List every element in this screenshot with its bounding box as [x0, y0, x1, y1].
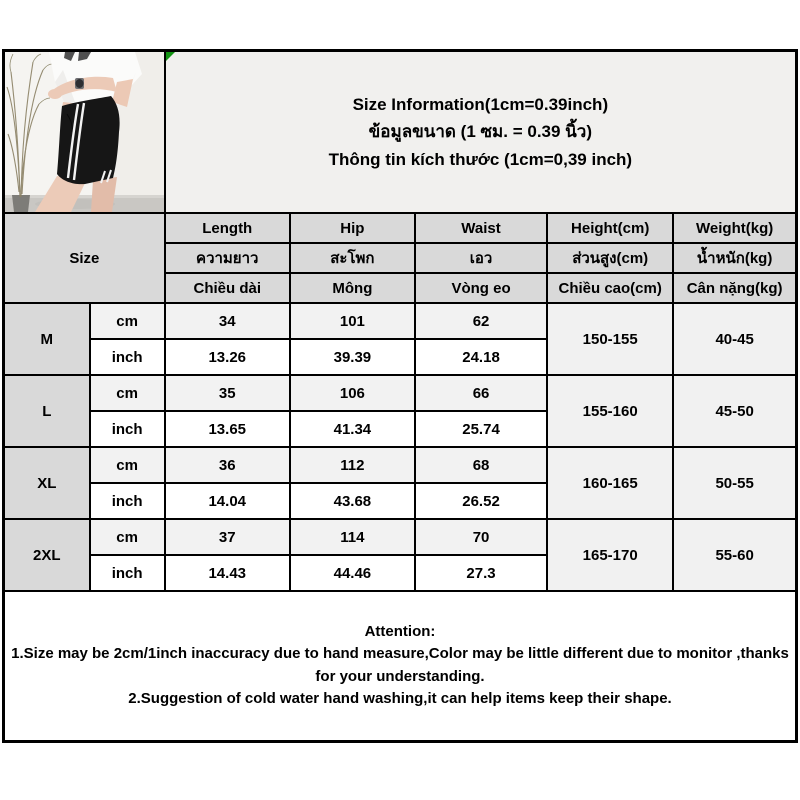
2xl-length-inch: 14.43 — [165, 555, 290, 591]
product-photo-illustration — [5, 52, 165, 212]
unit-inch: inch — [90, 483, 165, 519]
col-header-weight-en: Weight(kg) — [673, 213, 796, 243]
2xl-waist-cm: 70 — [415, 519, 547, 555]
2xl-waist-inch: 27.3 — [415, 555, 547, 591]
col-header-height-th: ส่วนสูง(cm) — [547, 243, 673, 273]
l-weight-range: 45-50 — [673, 375, 796, 447]
cell-corner-marker-icon — [166, 52, 175, 61]
size-label-xl: XL — [4, 447, 90, 519]
l-height-range: 155-160 — [547, 375, 673, 447]
table-row — [4, 303, 797, 339]
attention-note — [4, 591, 797, 741]
col-header-waist-vi: Vòng eo — [415, 273, 547, 303]
size-label-l: L — [4, 375, 90, 447]
2xl-hip-inch: 44.46 — [290, 555, 415, 591]
l-waist-inch: 25.74 — [415, 411, 547, 447]
l-length-cm: 35 — [165, 375, 290, 411]
l-length-inch: 13.65 — [165, 411, 290, 447]
col-header-hip-en: Hip — [290, 213, 415, 243]
xl-length-inch: 14.04 — [165, 483, 290, 519]
col-header-height-en: Height(cm) — [547, 213, 673, 243]
unit-inch: inch — [90, 411, 165, 447]
xl-hip-cm: 112 — [290, 447, 415, 483]
m-weight-range: 40-45 — [673, 303, 796, 375]
size-label-2xl: 2XL — [4, 519, 90, 591]
2xl-hip-cm: 114 — [290, 519, 415, 555]
col-header-length-vi: Chiều dài — [165, 273, 290, 303]
watch-face — [76, 79, 84, 88]
unit-cm: cm — [90, 519, 165, 555]
col-header-waist-th: เอว — [415, 243, 547, 273]
unit-cm: cm — [90, 303, 165, 339]
unit-cm: cm — [90, 375, 165, 411]
col-header-weight-vi: Cân nặng(kg) — [673, 273, 796, 303]
2xl-length-cm: 37 — [165, 519, 290, 555]
unit-cm: cm — [90, 447, 165, 483]
plant-pot — [12, 195, 30, 212]
product-photo — [4, 51, 165, 214]
m-hip-cm: 101 — [290, 303, 415, 339]
attention-line-2: 2.Suggestion of cold water hand washing,it can help items keep their shape. — [128, 690, 672, 708]
xl-length-cm: 36 — [165, 447, 290, 483]
col-header-height-vi: Chiều cao(cm) — [547, 273, 673, 303]
title-cell — [165, 51, 797, 214]
title-vietnamese: Thông tin kích thước (1cm=0,39 inch) — [328, 149, 633, 169]
size-label-m: M — [4, 303, 90, 375]
m-length-cm: 34 — [165, 303, 290, 339]
unit-inch: inch — [90, 339, 165, 375]
table-row — [4, 519, 797, 555]
title-thai: ข้อมูลขนาด (1 ซม. = 0.39 นิ้ว) — [368, 122, 592, 142]
l-hip-inch: 41.34 — [290, 411, 415, 447]
col-header-hip-th: สะโพก — [290, 243, 415, 273]
l-hip-cm: 106 — [290, 375, 415, 411]
m-height-range: 150-155 — [547, 303, 673, 375]
m-waist-cm: 62 — [415, 303, 547, 339]
attention-heading: Attention: — [364, 622, 436, 640]
title-english: Size Information(1cm=0.39inch) — [352, 94, 609, 114]
m-waist-inch: 24.18 — [415, 339, 547, 375]
unit-inch: inch — [90, 555, 165, 591]
col-header-length-en: Length — [165, 213, 290, 243]
model-hand — [48, 89, 62, 99]
xl-weight-range: 50-55 — [673, 447, 796, 519]
2xl-height-range: 165-170 — [547, 519, 673, 591]
table-row — [4, 447, 797, 483]
l-waist-cm: 66 — [415, 375, 547, 411]
size-chart-table — [2, 49, 798, 743]
2xl-weight-range: 55-60 — [673, 519, 796, 591]
col-header-waist-en: Waist — [415, 213, 547, 243]
xl-hip-inch: 43.68 — [290, 483, 415, 519]
xl-waist-cm: 68 — [415, 447, 547, 483]
xl-height-range: 160-165 — [547, 447, 673, 519]
m-length-inch: 13.26 — [165, 339, 290, 375]
size-header: Size — [4, 213, 165, 303]
col-header-length-th: ความยาว — [165, 243, 290, 273]
attention-line-1: 1.Size may be 2cm/1inch inaccuracy due to hand measure,Color may be little different due to monitor ,thanks for your understanding. — [11, 645, 789, 685]
col-header-weight-th: น้ำหนัก(kg) — [673, 243, 796, 273]
m-hip-inch: 39.39 — [290, 339, 415, 375]
xl-waist-inch: 26.52 — [415, 483, 547, 519]
table-row — [4, 375, 797, 411]
col-header-hip-vi: Mông — [290, 273, 415, 303]
